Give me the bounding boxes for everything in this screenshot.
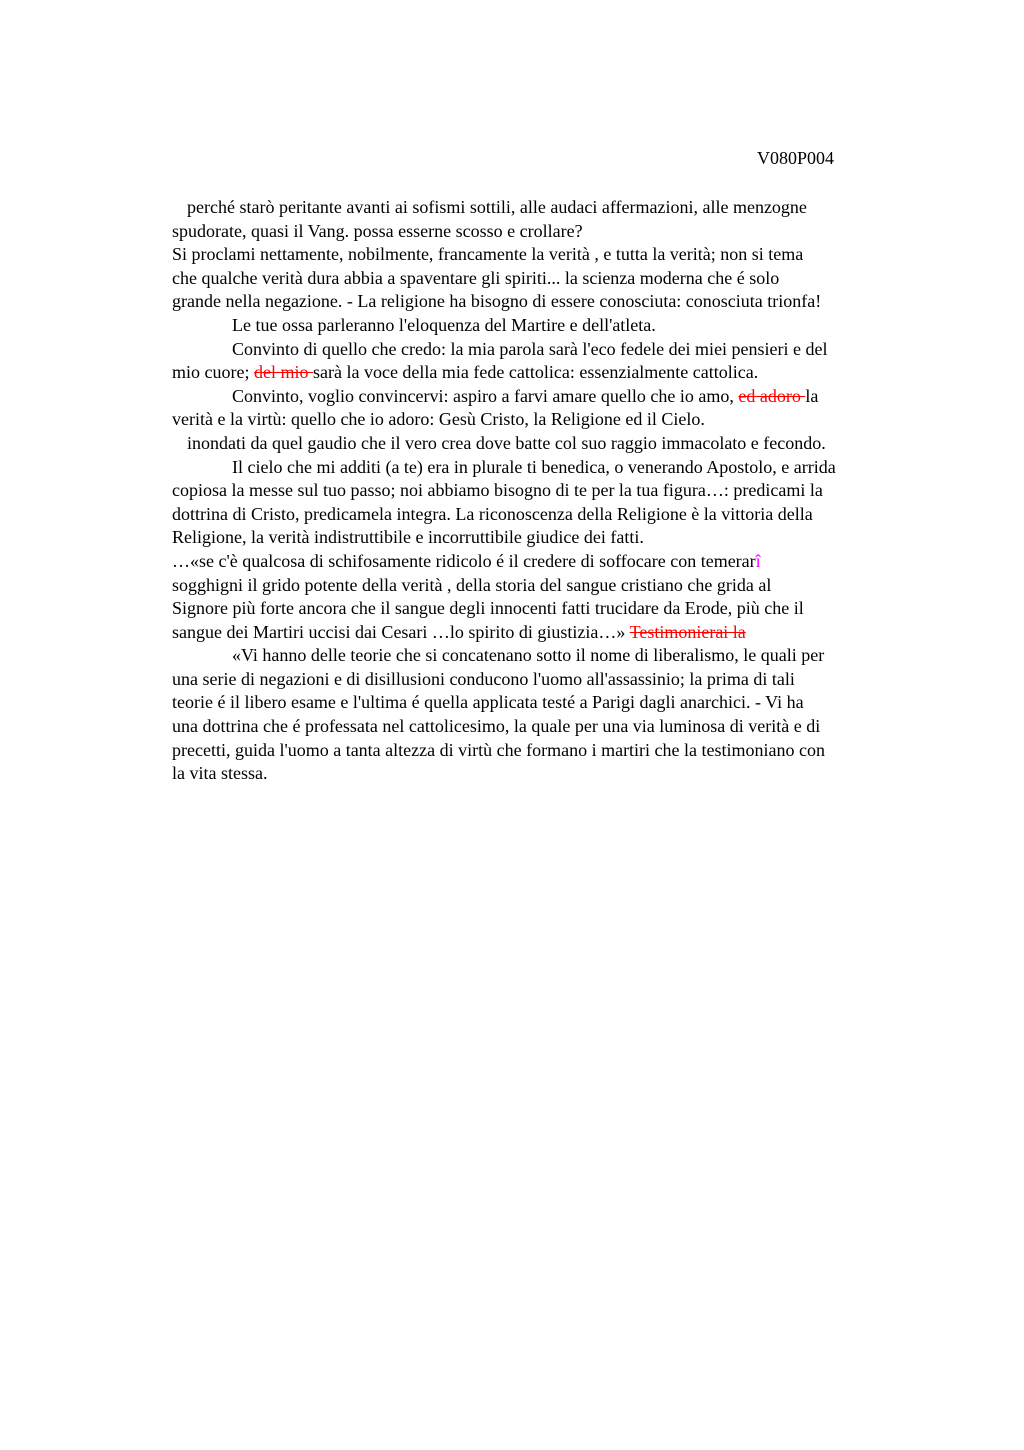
text-line: una serie di negazioni e di disillusioni conducono l'uomo all'assassinio; la prima di tali <box>172 668 795 689</box>
text-line: Religione, la verità indistruttibile e incorruttibile giudice dei fatti. <box>172 527 644 548</box>
text-segment: …«se c'è qualcosa di schifosamente ridicolo é il credere di soffocare con temerar <box>172 550 756 571</box>
text-line: una dottrina che é professata nel cattolicesimo, la quale per una via luminosa di verità e di <box>172 716 821 737</box>
text-line: copiosa la messe sul tuo passo; noi abbiamo bisogno di te per la tua figura…: predicami la <box>172 480 823 501</box>
marked-text: î <box>755 550 761 571</box>
text-segment: sangue dei Martiri uccisi dai Cesari …lo spirito di giustizia…» <box>172 621 630 642</box>
text-line: grande nella negazione. - La religione ha bisogno di essere conosciuta: conosciuta trionfa! <box>172 291 822 312</box>
text-line: sogghigni il grido potente della verità , della storia del sangue cristiano che grida al <box>172 574 772 595</box>
text-segment: Convinto, voglio convincervi: aspiro a farvi amare quello che io amo, <box>232 385 739 406</box>
text-line: inondati da quel gaudio che il vero crea dove batte col suo raggio immacolato e fecondo. <box>187 432 826 453</box>
text-segment: mio cuore; <box>172 362 254 383</box>
text-line: che qualche verità dura abbia a spaventare gli spiriti... la scienza moderna che é solo <box>172 267 780 288</box>
text-line: Si proclami nettamente, nobilmente, francamente la verità , e tutta la verità; non si tema <box>172 244 804 265</box>
text-line: Le tue ossa parleranno l'eloquenza del Martire e dell'atleta. <box>232 314 656 335</box>
text-line: precetti, guida l'uomo a tanta altezza di virtù che formano i martiri che la testimoniano con <box>172 739 826 760</box>
text-segment: la <box>805 385 819 406</box>
text-line: teorie é il libero esame e l'ultima é quella applicata testé a Parigi dagli anarchici. - Vi ha <box>172 692 804 713</box>
text-line: Il cielo che mi additi (a te) era in plurale ti benedica, o venerando Apostolo, e arrida <box>232 456 836 477</box>
deleted-text: ed adoro <box>738 385 806 406</box>
text-line: la vita stessa. <box>172 763 268 784</box>
text-line: «Vi hanno delle teorie che si concatenano sotto il nome di liberalismo, le quali per <box>232 645 825 666</box>
text-line <box>172 621 932 645</box>
text-line: Signore più forte ancora che il sangue degli innocenti fatti trucidare da Erode, più che il <box>172 598 804 619</box>
document-body <box>172 196 932 786</box>
deleted-text: Testimonierai la <box>629 621 746 642</box>
text-line: dottrina di Cristo, predicamela integra. La riconoscenza della Religione è la vittoria della <box>172 503 813 524</box>
text-line: Convinto di quello che credo: la mia parola sarà l'eco fedele dei miei pensieri e del <box>232 338 828 359</box>
text-line <box>172 361 932 385</box>
text-line: spudorate, quasi il Vang. possa esserne scosso e crollare? <box>172 220 583 241</box>
text-line: verità e la virtù: quello che io adoro: Gesù Cristo, la Religione ed il Cielo. <box>172 409 705 430</box>
deleted-text: del mio <box>253 362 313 383</box>
text-line: perché starò peritante avanti ai sofismi sottili, alle audaci affermazioni, alle menzogne <box>187 197 807 217</box>
text-line <box>172 550 932 574</box>
text-line <box>172 385 932 409</box>
text-segment: sarà la voce della mia fede cattolica: essenzialmente cattolica. <box>312 362 759 383</box>
page-reference: V080P004 <box>757 148 835 168</box>
